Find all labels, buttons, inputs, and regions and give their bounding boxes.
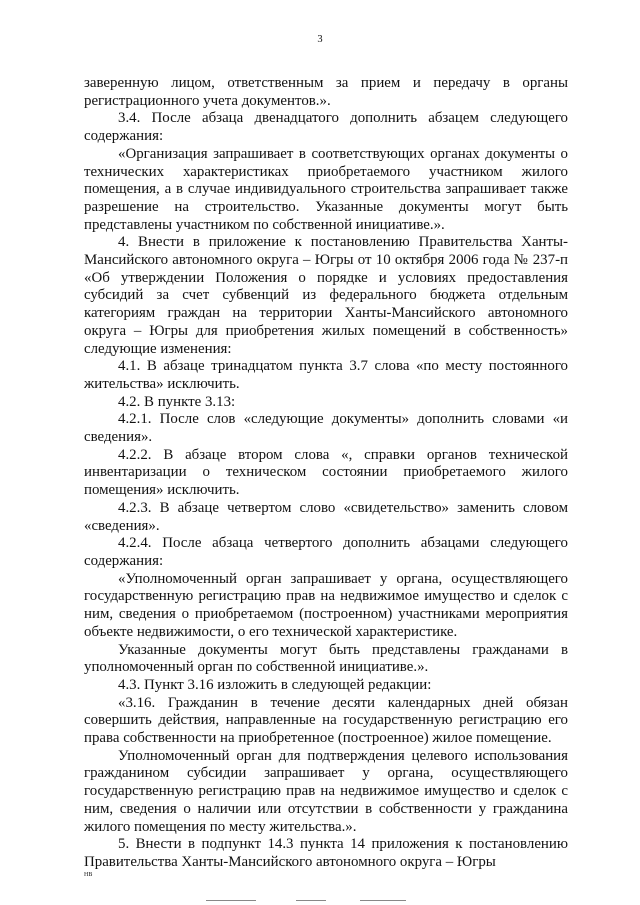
paragraph: Уполномоченный орган для подтверждения целевого использования гражданином субсидии запрашивает у органа, осуществляющего государственную регистрацию прав на недвижимое имущество и сделок с ним, сведения о наличии или отсутствии в собственности у гражданина жилого помещения по месту жительства.». [84,747,568,835]
paragraph: 4.2.4. После абзаца четвертого дополнить абзацами следующего содержания: [84,535,568,569]
paragraph: 4.2.3. В абзаце четвертом слово «свидетельство» заменить словом «сведения». [84,499,568,534]
paragraph: 3.4. После абзаца двенадцатого дополнить абзацем следующего содержания: [84,110,568,145]
paragraph: 4.2. В пункте 3.13: [118,393,236,410]
footer-code: НВ [84,872,93,878]
paragraph: 4.3. Пункт 3.16 изложить в следующей редакции: [118,676,432,693]
scan-edge-marks [0,900,640,902]
paragraph: 5. Внести в подпункт 14.3 пункта 14 приложения к постановлению Правительства Ханты-Мансийского автономного округа – Югры [84,836,568,870]
paragraph: 4.2.1. После слов «следующие документы» дополнить словами «и сведения». [84,411,568,446]
paragraph: «Организация запрашивает в соответствующих органах документы о технических характеристиках приобретаемого участником жилого помещения, а в случае индивидуального строительства запрашивает также разрешение на строительство. Указанные документы могут быть представлены участником по собственной инициативе.». [84,145,568,233]
paragraph: 4.2.2. В абзаце втором слова «, справки органов технической инвентаризации о техническом состоянии приобретаемого жилого помещения» исключить. [84,446,568,499]
paragraph: 4. Внести в приложение к постановлению Правительства Ханты-Мансийского автономного округа – Югры от 10 октября 2006 года № 237-п «Об утверждении Положения о порядке и условиях предоставления субсидий за счет субвенций из федерального бюджета отдельным категориям граждан на территории Ханты-Мансийского автономного округа – Югры для приобретения жилых помещений в собственность» следующие изменения: [84,234,568,357]
paragraph: 4.1. В абзаце тринадцатом пункта 3.7 слова «по месту постоянного жительства» исключить. [84,358,568,392]
paragraph: «Уполномоченный орган запрашивает у органа, осуществляющего государственную регистрацию прав на недвижимое имущество и сделок с ним, сведения о приобретаемом (построенном) участниками мероприятия объекте недвижимости, о его технической характеристике. [84,570,568,640]
paragraph: Указанные документы могут быть представлены гражданами в уполномоченный орган по собственной инициативе.». [84,641,568,676]
paragraph: заверенную лицом, ответственным за прием и передачу в органы регистрационного учета документов.». [84,75,568,109]
paragraph: «3.16. Гражданин в течение десяти календарных дней обязан совершить действия, направленные на государственную регистрацию его права собственности на приобретенное (построенное) жилое помещение. [84,694,568,747]
document-body [84,75,568,872]
page-number: 3 [317,34,323,45]
